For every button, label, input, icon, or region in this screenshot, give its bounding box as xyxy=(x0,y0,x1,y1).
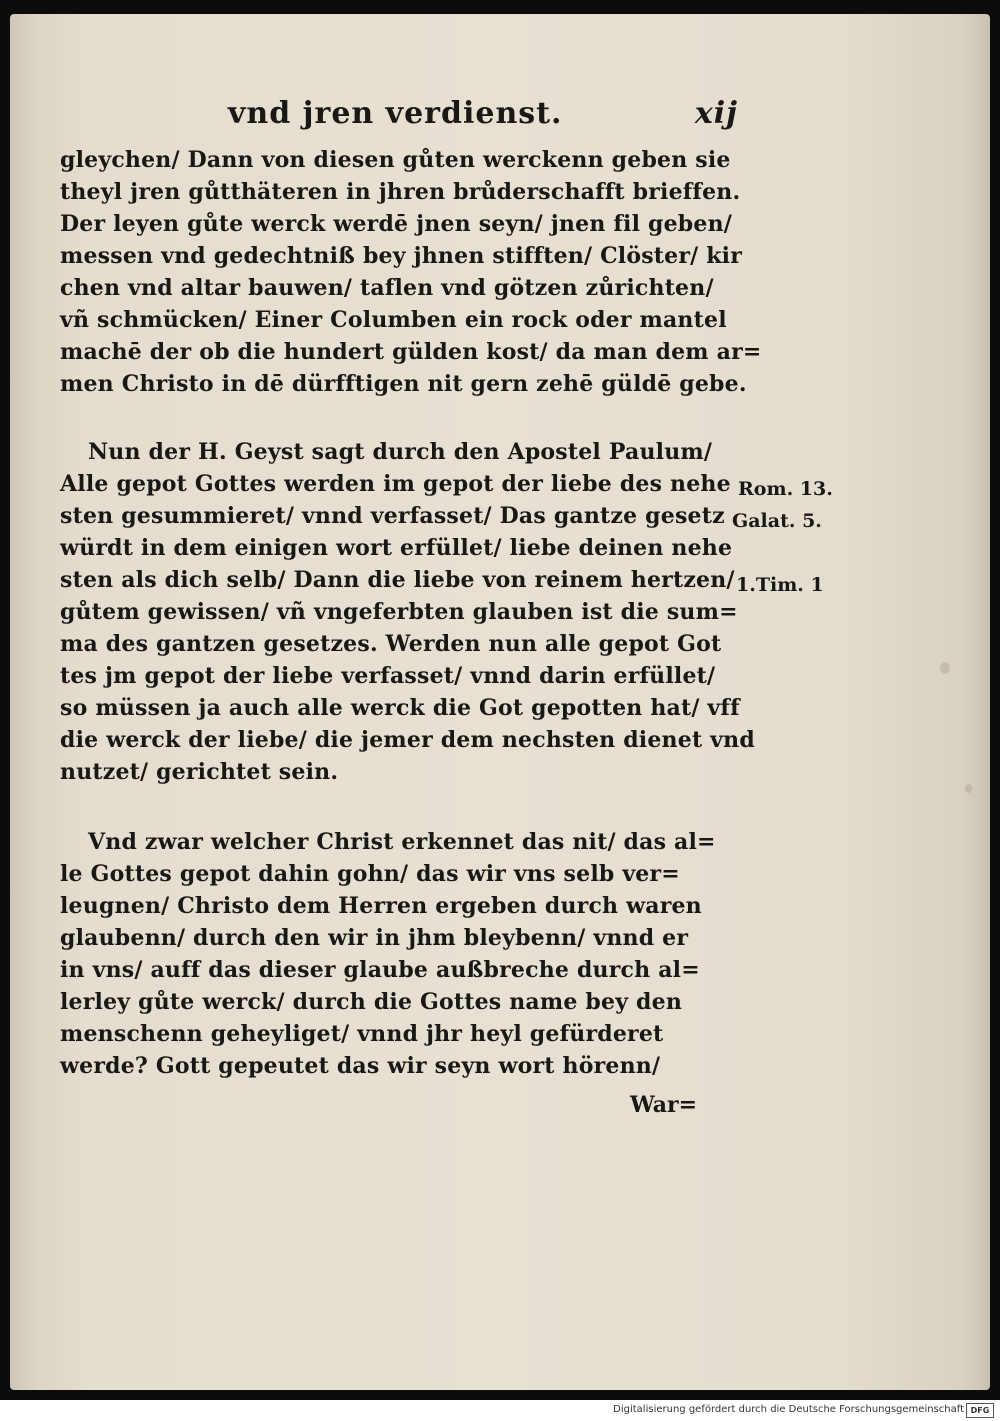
text-line: gůtem gewissen/ vñ vngeferbten glauben ist die sum= xyxy=(60,599,738,625)
text-line: in vns/ auff das dieser glaube außbreche durch al= xyxy=(60,957,700,983)
text-line: men Christo in dē dürfftigen nit gern zehē güldē gebe. xyxy=(60,371,747,397)
text-line: machē der ob die hundert gülden kost/ da man dem ar= xyxy=(60,339,762,365)
text-line: vñ schmücken/ Einer Columben ein rock oder mantel xyxy=(60,307,727,333)
text-line: Alle gepot Gottes werden im gepot der liebe des nehe xyxy=(60,471,731,497)
text-line: sten als dich selb/ Dann die liebe von reinem hertzen/ xyxy=(60,567,735,593)
text-line: die werck der liebe/ die jemer dem nechsten dienet vnd xyxy=(60,727,755,753)
text-line: würdt in dem einigen wort erfüllet/ liebe deinen nehe xyxy=(60,535,733,561)
paper-stain xyxy=(965,784,972,793)
text-line: le Gottes gepot dahin gohn/ das wir vns selb ver= xyxy=(60,861,680,887)
text-line: sten gesummieret/ vnnd verfasset/ Das gantze gesetz xyxy=(60,503,725,529)
text-line: Vnd zwar welcher Christ erkennet das nit/ das al= xyxy=(88,829,716,855)
text-line: leugnen/ Christo dem Herren ergeben durch waren xyxy=(60,893,702,919)
text-line: Der leyen gůte werck werdē jnen seyn/ jnen fil geben/ xyxy=(60,211,732,237)
text-line: Nun der H. Geyst sagt durch den Apostel Paulum/ xyxy=(88,439,713,465)
running-head: vnd jren verdienst. xyxy=(228,96,563,131)
text-line: lerley gůte werck/ durch die Gottes name bey den xyxy=(60,989,683,1015)
funding-credit: Digitalisierung gefördert durch die Deutsche Forschungsgemeinschaft xyxy=(613,1404,964,1415)
text-line: tes jm gepot der liebe verfasset/ vnnd darin erfüllet/ xyxy=(60,663,716,689)
text-line: glaubenn/ durch den wir in jhm bleybenn/ vnnd er xyxy=(60,925,689,951)
margin-note: Galat. 5. xyxy=(732,510,822,532)
page-header xyxy=(228,96,748,136)
text-line: menschenn geheyliget/ vnnd jhr heyl gefürderet xyxy=(60,1021,664,1047)
text-line: nutzet/ gerichtet sein. xyxy=(60,759,339,785)
text-line: ma des gantzen gesetzes. Werden nun alle gepot Got xyxy=(60,631,722,657)
paper-stain xyxy=(940,662,950,674)
folio-number: xij xyxy=(694,96,738,131)
margin-note: 1.Tim. 1 xyxy=(736,574,824,596)
text-line: chen vnd altar bauwen/ taflen vnd götzen zůrichten/ xyxy=(60,275,714,301)
text-line: messen vnd gedechtniß bey jhnen stifften/ Clöster/ kir xyxy=(60,243,743,269)
margin-note: Rom. 13. xyxy=(738,478,833,500)
text-line: gleychen/ Dann von diesen gůten werckenn geben sie xyxy=(60,147,731,173)
dfg-logo-icon: DFG xyxy=(966,1403,994,1418)
text-line: so müssen ja auch alle werck die Got gepotten hat/ vff xyxy=(60,695,740,721)
footer-bar xyxy=(0,1400,1000,1421)
catchword: War= xyxy=(630,1092,698,1118)
text-line: theyl jren gůtthäteren in jhren brůderschafft brieffen. xyxy=(60,179,741,205)
text-line: werde? Gott gepeutet das wir seyn wort hörenn/ xyxy=(60,1053,661,1079)
